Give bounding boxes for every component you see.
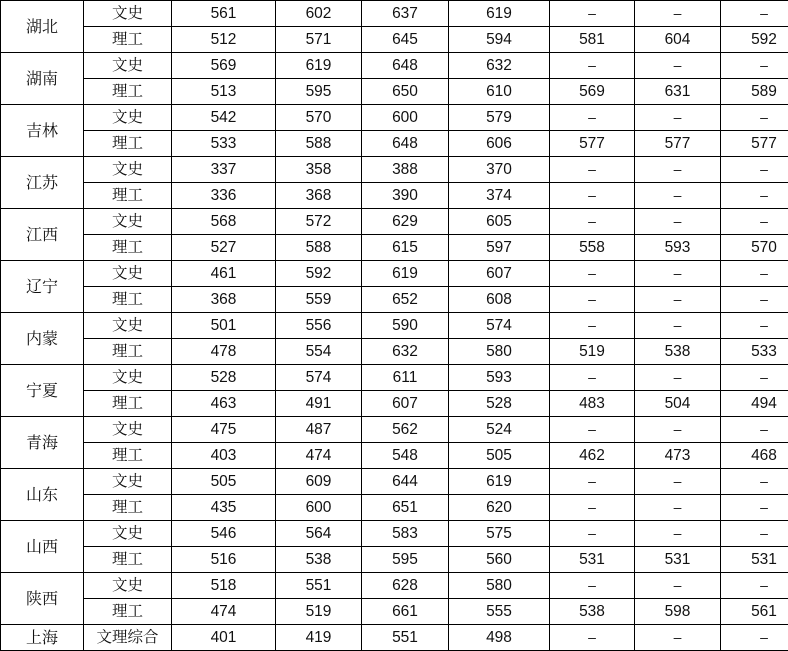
table-row [1, 27, 788, 53]
province-cell: 上海 [1, 625, 84, 651]
score-cell: 527 [172, 235, 276, 261]
score-cell: 358 [276, 157, 362, 183]
score-cell: – [550, 287, 635, 313]
track-cell: 理工 [84, 183, 172, 209]
score-cell: 615 [362, 235, 449, 261]
score-cell: – [635, 261, 721, 287]
track-cell: 文史 [84, 417, 172, 443]
score-cell: 581 [550, 27, 635, 53]
score-cell: – [635, 183, 721, 209]
score-cell: 572 [276, 209, 362, 235]
score-cell: 504 [635, 391, 721, 417]
score-cell: 554 [276, 339, 362, 365]
table-row [1, 313, 788, 339]
score-cell: – [635, 521, 721, 547]
score-cell: 533 [721, 339, 788, 365]
score-cell: – [635, 1, 721, 27]
province-cell: 辽宁 [1, 261, 84, 313]
score-cell: – [721, 495, 788, 521]
score-cell: 629 [362, 209, 449, 235]
table-row [1, 209, 788, 235]
score-cell: 607 [449, 261, 550, 287]
score-cell: 577 [635, 131, 721, 157]
table-row [1, 235, 788, 261]
score-cell: 462 [550, 443, 635, 469]
track-cell: 文史 [84, 469, 172, 495]
score-cell: 538 [550, 599, 635, 625]
score-cell: 592 [276, 261, 362, 287]
score-cell: – [635, 573, 721, 599]
score-cell: 478 [172, 339, 276, 365]
score-cell: 608 [449, 287, 550, 313]
track-cell: 理工 [84, 287, 172, 313]
score-cell: 594 [449, 27, 550, 53]
score-cell: – [635, 313, 721, 339]
score-cell: 491 [276, 391, 362, 417]
score-cell: 558 [550, 235, 635, 261]
track-cell: 理工 [84, 443, 172, 469]
track-cell: 文史 [84, 157, 172, 183]
score-cell: 559 [276, 287, 362, 313]
score-cell: 602 [276, 1, 362, 27]
score-cell: 590 [362, 313, 449, 339]
score-cell: 577 [721, 131, 788, 157]
score-cell: 597 [449, 235, 550, 261]
score-cell: 651 [362, 495, 449, 521]
table-row [1, 521, 788, 547]
score-cell: – [635, 287, 721, 313]
score-cell: – [550, 625, 635, 651]
track-cell: 文理综合 [84, 625, 172, 651]
province-cell: 山西 [1, 521, 84, 573]
score-cell: 611 [362, 365, 449, 391]
score-cell: 583 [362, 521, 449, 547]
score-cell: 619 [449, 1, 550, 27]
score-cell: – [721, 1, 788, 27]
score-cell: – [635, 417, 721, 443]
track-cell: 理工 [84, 599, 172, 625]
score-cell: 461 [172, 261, 276, 287]
table-row [1, 469, 788, 495]
track-cell: 文史 [84, 105, 172, 131]
score-cell: 562 [362, 417, 449, 443]
score-cell: 570 [721, 235, 788, 261]
score-cell: 560 [449, 547, 550, 573]
score-cell: – [721, 261, 788, 287]
score-cell: 570 [276, 105, 362, 131]
score-cell: – [721, 105, 788, 131]
score-cell: 403 [172, 443, 276, 469]
score-cell: 370 [449, 157, 550, 183]
score-cell: 374 [449, 183, 550, 209]
score-cell: – [721, 521, 788, 547]
province-cell: 宁夏 [1, 365, 84, 417]
score-cell: 513 [172, 79, 276, 105]
score-cell: – [721, 573, 788, 599]
score-cell: 595 [276, 79, 362, 105]
province-cell: 吉林 [1, 105, 84, 157]
score-cell: – [721, 183, 788, 209]
track-cell: 理工 [84, 495, 172, 521]
table-row [1, 365, 788, 391]
table-row [1, 261, 788, 287]
score-cell: 610 [449, 79, 550, 105]
track-cell: 理工 [84, 131, 172, 157]
score-cell: – [721, 417, 788, 443]
score-cell: 575 [449, 521, 550, 547]
score-cell: – [550, 53, 635, 79]
score-cell: – [721, 209, 788, 235]
score-cell: 546 [172, 521, 276, 547]
province-cell: 山东 [1, 469, 84, 521]
province-cell: 江西 [1, 209, 84, 261]
score-cell: 605 [449, 209, 550, 235]
score-cell: 531 [635, 547, 721, 573]
table-row [1, 391, 788, 417]
score-cell: 593 [449, 365, 550, 391]
score-cell: 474 [172, 599, 276, 625]
score-cell: 606 [449, 131, 550, 157]
score-cell: – [635, 209, 721, 235]
score-cell: 632 [449, 53, 550, 79]
score-cell: – [550, 573, 635, 599]
score-cell: – [550, 313, 635, 339]
province-cell: 内蒙 [1, 313, 84, 365]
province-cell: 湖北 [1, 1, 84, 53]
track-cell: 文史 [84, 365, 172, 391]
score-cell: 528 [449, 391, 550, 417]
score-cell: 531 [721, 547, 788, 573]
score-cell: 519 [276, 599, 362, 625]
score-cell: 648 [362, 53, 449, 79]
table-row [1, 1, 788, 27]
score-cell: 519 [550, 339, 635, 365]
score-cell: – [635, 469, 721, 495]
score-cell: – [721, 625, 788, 651]
score-cell: 588 [276, 131, 362, 157]
score-cell: 505 [449, 443, 550, 469]
score-cell: – [550, 157, 635, 183]
score-cell: – [550, 105, 635, 131]
score-cell: 569 [550, 79, 635, 105]
score-cell: 588 [276, 235, 362, 261]
score-cell: 548 [362, 443, 449, 469]
score-cell: – [721, 53, 788, 79]
track-cell: 理工 [84, 547, 172, 573]
table-row [1, 625, 788, 651]
score-cell: 463 [172, 391, 276, 417]
table-row [1, 443, 788, 469]
score-cell: 619 [362, 261, 449, 287]
table-row [1, 573, 788, 599]
score-cell: – [635, 157, 721, 183]
score-cell: 569 [172, 53, 276, 79]
score-cell: – [721, 365, 788, 391]
table-row [1, 131, 788, 157]
score-cell: – [550, 469, 635, 495]
score-cell: 574 [449, 313, 550, 339]
score-cell: 645 [362, 27, 449, 53]
score-cell: 631 [635, 79, 721, 105]
score-cell: 388 [362, 157, 449, 183]
track-cell: 理工 [84, 339, 172, 365]
table-row [1, 417, 788, 443]
score-cell: 632 [362, 339, 449, 365]
score-cell: 600 [276, 495, 362, 521]
score-cell: 390 [362, 183, 449, 209]
score-cell: 619 [449, 469, 550, 495]
table-row [1, 157, 788, 183]
track-cell: 理工 [84, 391, 172, 417]
track-cell: 文史 [84, 53, 172, 79]
score-cell: – [635, 105, 721, 131]
table-row [1, 183, 788, 209]
score-cell: 650 [362, 79, 449, 105]
score-cell: 337 [172, 157, 276, 183]
province-cell: 江苏 [1, 157, 84, 209]
score-cell: 528 [172, 365, 276, 391]
score-cell: 619 [276, 53, 362, 79]
track-cell: 理工 [84, 235, 172, 261]
score-cell: 435 [172, 495, 276, 521]
score-cell: 501 [172, 313, 276, 339]
track-cell: 文史 [84, 573, 172, 599]
score-cell: – [635, 53, 721, 79]
score-cell: 533 [172, 131, 276, 157]
score-cell: 561 [172, 1, 276, 27]
score-cell: 538 [635, 339, 721, 365]
score-cell: – [635, 365, 721, 391]
score-cell: 579 [449, 105, 550, 131]
score-cell: 620 [449, 495, 550, 521]
score-cell: 524 [449, 417, 550, 443]
score-cell: 368 [276, 183, 362, 209]
score-cell: – [721, 287, 788, 313]
score-cell: 644 [362, 469, 449, 495]
score-cell: – [550, 1, 635, 27]
track-cell: 理工 [84, 79, 172, 105]
score-cell: 607 [362, 391, 449, 417]
score-cell: 577 [550, 131, 635, 157]
table-row [1, 495, 788, 521]
score-cell: 483 [550, 391, 635, 417]
track-cell: 文史 [84, 1, 172, 27]
score-cell: 561 [721, 599, 788, 625]
score-cell: – [550, 495, 635, 521]
score-cell: 564 [276, 521, 362, 547]
score-cell: 592 [721, 27, 788, 53]
table-body [1, 1, 788, 651]
table-row [1, 339, 788, 365]
score-cell: 474 [276, 443, 362, 469]
score-cell: 487 [276, 417, 362, 443]
score-cell: 604 [635, 27, 721, 53]
score-cell: 609 [276, 469, 362, 495]
score-cell: 419 [276, 625, 362, 651]
score-cell: 600 [362, 105, 449, 131]
score-cell: – [550, 183, 635, 209]
score-cell: 598 [635, 599, 721, 625]
score-cell: 574 [276, 365, 362, 391]
score-cell: 401 [172, 625, 276, 651]
track-cell: 文史 [84, 261, 172, 287]
score-cell: 652 [362, 287, 449, 313]
score-cell: – [721, 157, 788, 183]
score-cell: 555 [449, 599, 550, 625]
score-cell: 516 [172, 547, 276, 573]
table-row [1, 599, 788, 625]
track-cell: 文史 [84, 521, 172, 547]
score-cell: 551 [276, 573, 362, 599]
province-cell: 湖南 [1, 53, 84, 105]
score-cell: – [550, 417, 635, 443]
score-cell: 637 [362, 1, 449, 27]
track-cell: 理工 [84, 27, 172, 53]
score-cell: 589 [721, 79, 788, 105]
table-row [1, 105, 788, 131]
score-cell: – [721, 313, 788, 339]
score-cell: – [635, 625, 721, 651]
score-cell: 580 [449, 573, 550, 599]
score-cell: – [550, 209, 635, 235]
score-cell: – [550, 365, 635, 391]
table-row [1, 53, 788, 79]
table-row [1, 287, 788, 313]
score-cell: 473 [635, 443, 721, 469]
score-cell: 512 [172, 27, 276, 53]
score-cell: 542 [172, 105, 276, 131]
province-cell: 青海 [1, 417, 84, 469]
score-cell: 661 [362, 599, 449, 625]
score-cell: 648 [362, 131, 449, 157]
score-cell: 468 [721, 443, 788, 469]
track-cell: 文史 [84, 209, 172, 235]
score-cell: 538 [276, 547, 362, 573]
table-row [1, 79, 788, 105]
score-cell: 498 [449, 625, 550, 651]
track-cell: 文史 [84, 313, 172, 339]
score-cell: 595 [362, 547, 449, 573]
score-cell: 580 [449, 339, 550, 365]
score-cell: 475 [172, 417, 276, 443]
score-cell: – [550, 261, 635, 287]
score-cell: 551 [362, 625, 449, 651]
table-row [1, 547, 788, 573]
province-cell: 陕西 [1, 573, 84, 625]
score-cell: 505 [172, 469, 276, 495]
score-cell: 628 [362, 573, 449, 599]
score-cell: 368 [172, 287, 276, 313]
score-cell: – [721, 469, 788, 495]
score-cell: 593 [635, 235, 721, 261]
score-cell: – [550, 521, 635, 547]
score-cell: 531 [550, 547, 635, 573]
score-cell: 568 [172, 209, 276, 235]
score-cell: 336 [172, 183, 276, 209]
score-cell: – [635, 495, 721, 521]
score-cell: 518 [172, 573, 276, 599]
score-cell: 571 [276, 27, 362, 53]
score-cell: 494 [721, 391, 788, 417]
score-cell: 556 [276, 313, 362, 339]
